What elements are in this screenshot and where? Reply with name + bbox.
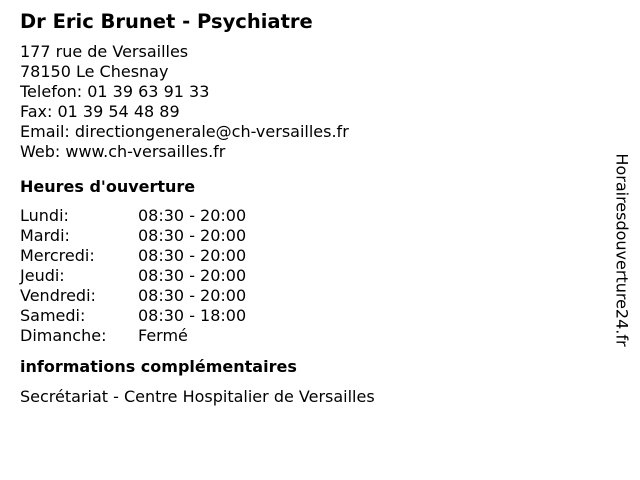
fax-number: Fax: 01 39 54 48 89 (20, 102, 180, 121)
phone-number: Telefon: 01 39 63 91 33 (20, 82, 210, 101)
hours-row (20, 326, 600, 346)
opening-hours-table (20, 206, 600, 346)
address-block (20, 42, 600, 162)
hours-time: 08:30 - 20:00 (138, 226, 247, 245)
page-title: Dr Eric Brunet - Psychiatre (20, 10, 313, 33)
city-postcode: 78150 Le Chesnay (20, 62, 169, 81)
hours-time: 08:30 - 20:00 (138, 286, 247, 305)
hours-day: Dimanche: (20, 326, 107, 345)
hours-time: 08:30 - 20:00 (138, 246, 247, 265)
street-address: 177 rue de Versailles (20, 42, 189, 61)
hours-time: 08:30 - 20:00 (138, 206, 247, 225)
hours-row (20, 306, 600, 326)
hours-day: Lundi: (20, 206, 69, 225)
additional-info-heading: informations complémentaires (20, 357, 297, 376)
hours-day: Mercredi: (20, 246, 95, 265)
hours-time: 08:30 - 18:00 (138, 306, 247, 325)
hours-row (20, 286, 600, 306)
hours-time: Fermé (138, 326, 188, 345)
additional-info-text: Secrétariat - Centre Hospitalier de Versailles (20, 387, 375, 406)
hours-row (20, 226, 600, 246)
opening-hours-heading: Heures d'ouverture (20, 177, 196, 196)
website-address: Web: www.ch-versailles.fr (20, 142, 226, 161)
listing-card (20, 10, 600, 407)
hours-row (20, 266, 600, 286)
hours-time: 08:30 - 20:00 (138, 266, 247, 285)
site-brand-watermark: Horairesdouverture24.fr (612, 153, 632, 347)
hours-row (20, 246, 600, 266)
hours-day: Mardi: (20, 226, 70, 245)
hours-day: Vendredi: (20, 286, 96, 305)
email-address: Email: directiongenerale@ch-versailles.fr (20, 122, 349, 141)
hours-day: Jeudi: (20, 266, 65, 285)
hours-row (20, 206, 600, 226)
hours-day: Samedi: (20, 306, 86, 325)
